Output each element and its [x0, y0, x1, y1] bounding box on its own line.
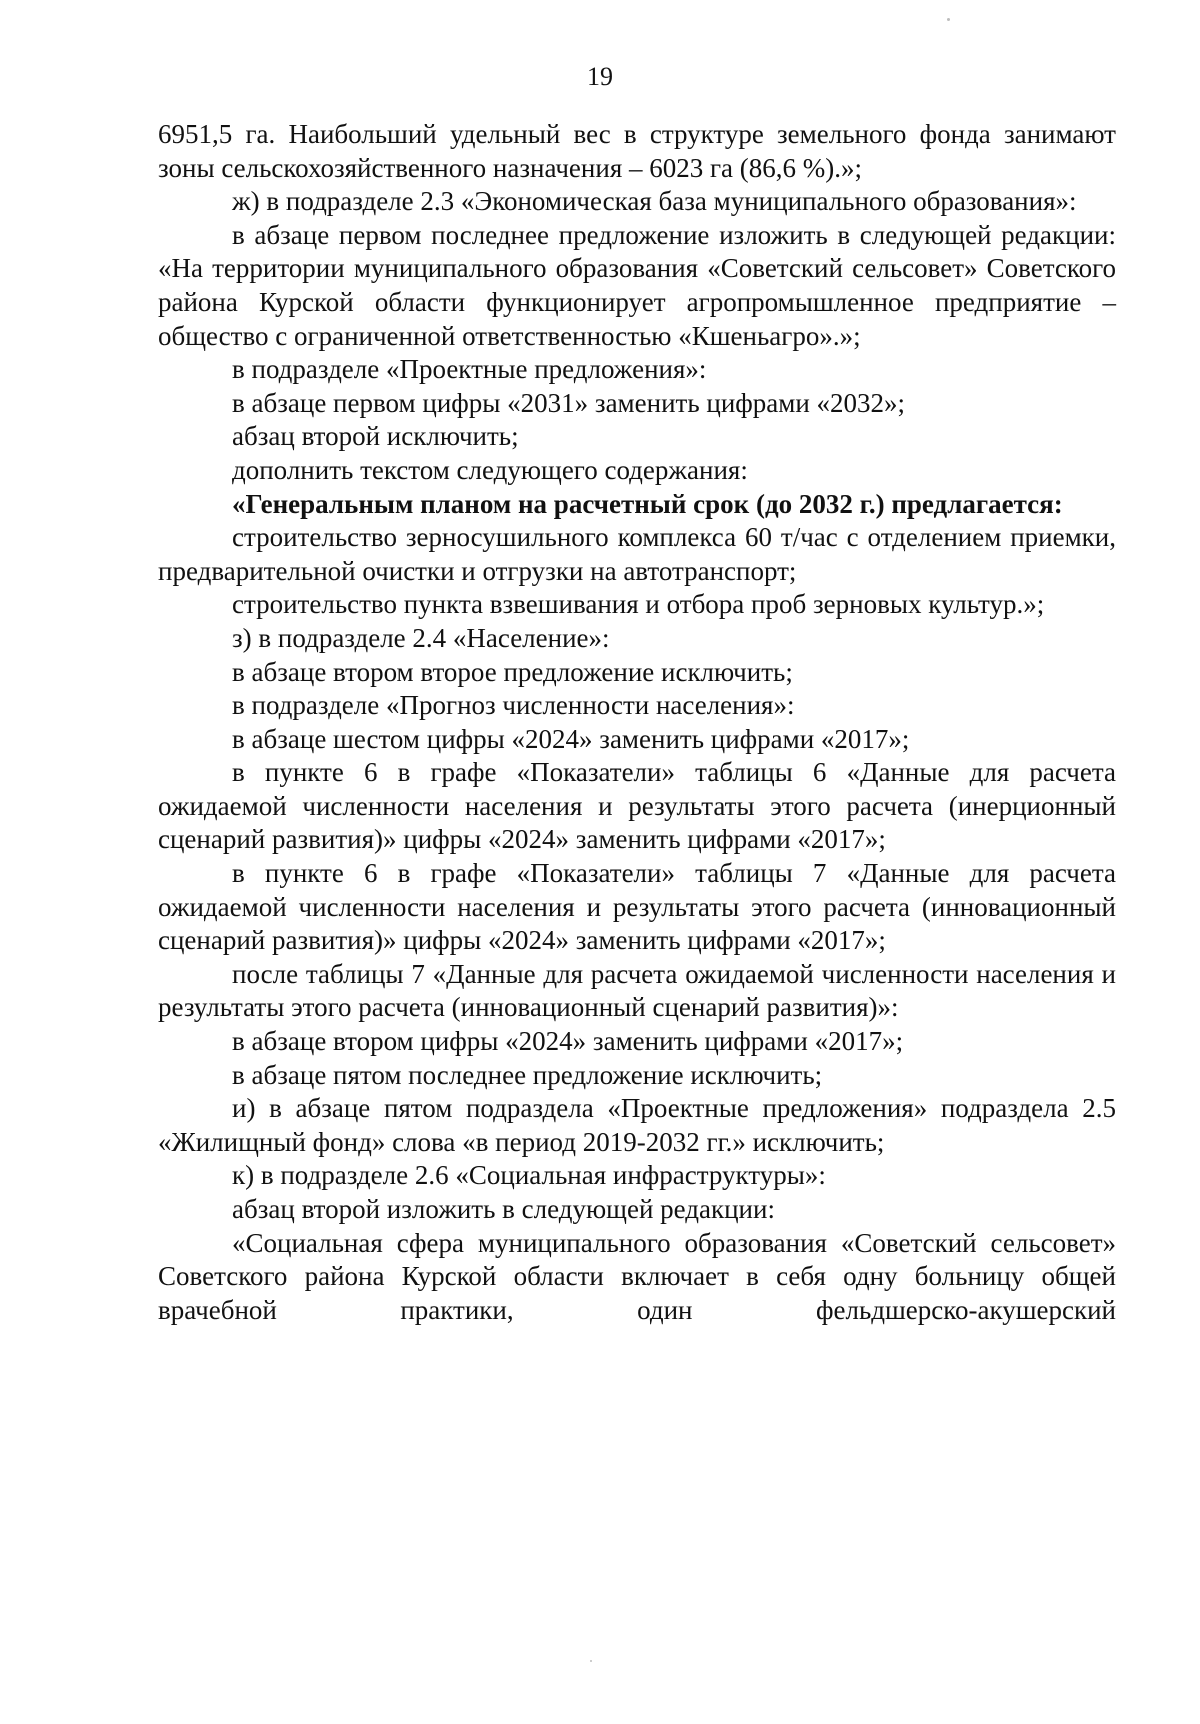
scan-speck [947, 18, 950, 21]
paragraph: абзац второй изложить в следующей редакции: [232, 1194, 775, 1224]
paragraph: в пункте 6 в графе «Показатели» таблицы 6 «Данные для расчета ожидаемой численности населения и результаты этого расчета (инерционный сценарий развития)» цифры «2024» заменить цифрами «2017»; [158, 757, 1116, 855]
paragraph: после таблицы 7 «Данные для расчета ожидаемой численности населения и результаты этого расчета (инновационный сценарий развития)»: [158, 958, 1116, 1023]
paragraph: в абзаце пятом последнее предложение исключить; [232, 1059, 823, 1090]
paragraph: в подразделе «Прогноз численности населения»: [232, 690, 795, 721]
paragraph: в абзаце первом цифры «2031» заменить цифрами «2032»; [232, 387, 906, 418]
paragraph: з) в подразделе 2.4 «Население»: [232, 622, 610, 653]
paragraph: в абзаце втором цифры «2024» заменить цифрами «2017»; [232, 1026, 904, 1057]
paragraph: в подразделе «Проектные предложения»: [232, 354, 707, 385]
page-number: 19 [587, 62, 613, 91]
paragraph: в пункте 6 в графе «Показатели» таблицы 7 «Данные для расчета ожидаемой численности населения и результаты этого расчета (инновационный сценарий развития)» цифры «2024» заменить цифрами «2017»; [158, 858, 1116, 956]
paragraph-continued: «Социальная сфера муниципального образования «Советский сельсовет» Советского района Курской области включает в себя одну больницу общей врачебной практики, один фельдшерско-акушерский [158, 1227, 1116, 1325]
paragraph: строительство зерносушильного комплекса 60 т/час с отделением приемки, предварительной очистки и отгрузки на автотранспорт; [158, 522, 1116, 586]
paragraph: к) в подразделе 2.6 «Социальная инфраструктуры»: [232, 1160, 826, 1191]
paragraph: в абзаце втором второе предложение исключить; [232, 656, 793, 687]
paragraph: дополнить текстом следующего содержания: [232, 454, 748, 485]
paragraph: ж) в подразделе 2.3 «Экономическая база муниципального образования»: [232, 186, 1077, 217]
paragraph: в абзаце шестом цифры «2024» заменить цифрами «2017»; [232, 723, 910, 754]
paragraph: в абзаце первом последнее предложение изложить в следующей редакции: «На территории муниципального образования «Советский сельсовет» Советского района Курской области функционирует агропромышленное предприятие – общество с ограниченной ответственностью «Кшеньагро».»; [158, 219, 1116, 351]
paragraph: 6951,5 га. Наибольший удельный вес в структуре земельного фонда занимают зоны сельскохозяйственного назначения – 6023 га (86,6 %).»; [158, 119, 1116, 183]
paragraph: строительство пункта взвешивания и отбора проб зерновых культур.»; [232, 589, 1045, 620]
paragraph: и) в абзаце пятом подраздела «Проектные предложения» подраздела 2.5 «Жилищный фонд» слова «в период 2019-2032 гг.» исключить; [158, 1093, 1116, 1157]
scan-speck [590, 1660, 592, 1662]
document-body [158, 118, 1116, 1327]
bold-paragraph: «Генеральным планом на расчетный срок (до 2032 г.) предлагается: [232, 488, 1063, 519]
paragraph: абзац второй исключить; [232, 421, 519, 452]
